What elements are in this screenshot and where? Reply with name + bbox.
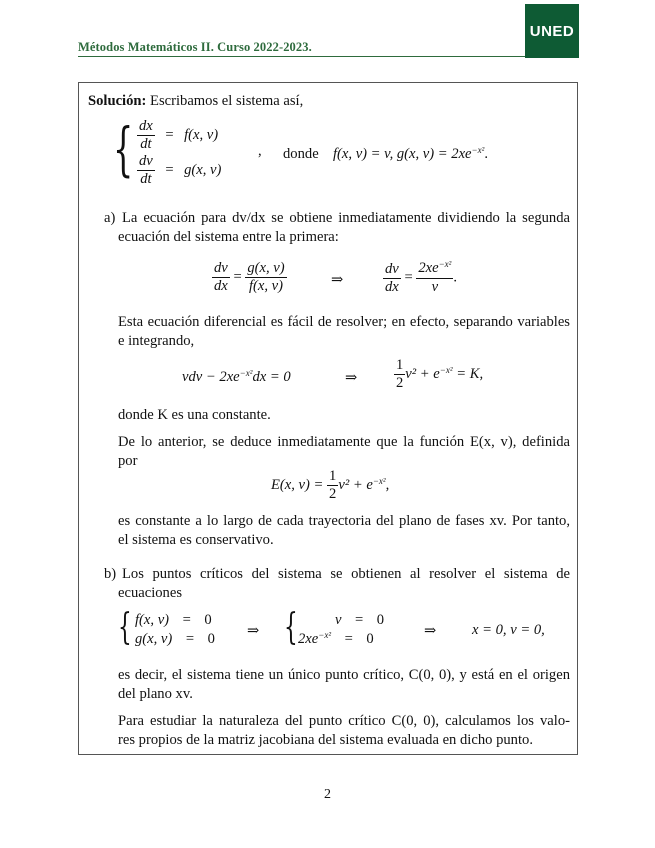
equation-dvdx: $\frac{dv}{dx}$ = $\frac{g(x, v)}{f(x, v)}$ (214, 260, 285, 294)
critical-system-brace-2: { (284, 607, 298, 648)
part-a-line-1: La ecuación para dv/dx se obtiene inmediatamente dividiendo la segunda (122, 210, 570, 226)
critical-system-2-eq-2: $2xe^{-x^2} = 0$ (298, 630, 374, 647)
part-a-para-2: donde K es una constante. (118, 407, 271, 423)
part-b-para-1-line-2: del plano xv. (118, 686, 193, 702)
part-a-para-1-line-1: Esta ecuación diferencial es fácil de resolver; en efecto, separando variables (118, 314, 570, 330)
part-a-para-3-line-1: De lo anterior, se deduce inmediatamente que la función E(x, v), definida (118, 434, 570, 450)
critical-system-1-eq-2: g(x, v) = 0 (135, 631, 215, 647)
system-eq-1: $\frac{dx}{dt}$ = f(x, v) (139, 118, 219, 152)
implies-arrow-4: ⇒ (424, 623, 437, 639)
critical-point-result: x = 0, v = 0, (472, 622, 545, 638)
donde-text: donde (283, 146, 319, 162)
uned-logo: UNED (525, 4, 579, 58)
integrated-equation: $\frac{1}{2}$ $v^2 + e^{-x^2} = K$, (396, 357, 484, 391)
part-b-para-2-line-2: res propios de la matriz jacobiana del sistema evaluada en dicho punto. (118, 732, 533, 748)
part-b-line-2: ecuaciones (118, 585, 183, 601)
header-rule (78, 56, 525, 57)
part-a-para-4-line-2: el sistema es conservativo. (118, 532, 274, 548)
energy-function-equation: E(x, v) = $\frac{1}{2}$ $v^2 + e^{-x^2}$, (271, 468, 390, 502)
part-b-label: b) (104, 566, 117, 582)
equation-dvdx-result: $\frac{dv}{dx}$ = $\frac{2xe^{-x^2}}{v}$ . (385, 259, 458, 295)
solution-label: Solución: (88, 93, 147, 109)
part-a-line-2: ecuación del sistema entre la primera: (118, 229, 339, 245)
implies-arrow-2: ⇒ (345, 370, 358, 386)
implies-arrow-3: ⇒ (247, 623, 260, 639)
solution-intro-text: Escribamos el sistema así, (150, 93, 304, 109)
header-course-title: Métodos Matemáticos II. Curso 2022-2023. (78, 40, 312, 54)
part-b-para-2-line-1: Para estudiar la naturaleza del punto crítico C(0, 0), calculamos los valo- (118, 713, 570, 729)
part-b-line-1: Los puntos críticos del sistema se obtienen al resolver el sistema de (122, 566, 570, 582)
system-brace: { (113, 115, 134, 183)
critical-system-2-eq-1: v = 0 (335, 612, 385, 628)
part-a-para-1-line-2: e integrando, (118, 333, 195, 349)
solution-intro (88, 92, 303, 110)
critical-system-brace-1: { (118, 607, 132, 648)
function-definitions: f(x, v) = v, g(x, $v) = 2xe^{-x^2}$. (333, 145, 488, 162)
part-b-para-1-line-1: es decir, el sistema tiene un único punto crítico, C(0, 0), y está en el origen (118, 667, 570, 683)
implies-arrow-1: ⇒ (331, 272, 344, 288)
system-eq-2: $\frac{dv}{dt}$ = g(x, v) (139, 153, 222, 187)
part-a-para-3-line-2: por (118, 453, 138, 469)
part-a-label: a) (104, 210, 116, 226)
page-number: 2 (324, 787, 331, 802)
part-a-para-4-line-1: es constante a lo largo de cada trayectoria del plano de fases xv. Por tanto, (118, 513, 570, 529)
separated-equation: vdv − $2xe^{-x^2}dx = 0$ (182, 368, 291, 385)
system-comma: , (258, 143, 262, 159)
critical-system-1-eq-1: f(x, v) = 0 (135, 612, 212, 628)
